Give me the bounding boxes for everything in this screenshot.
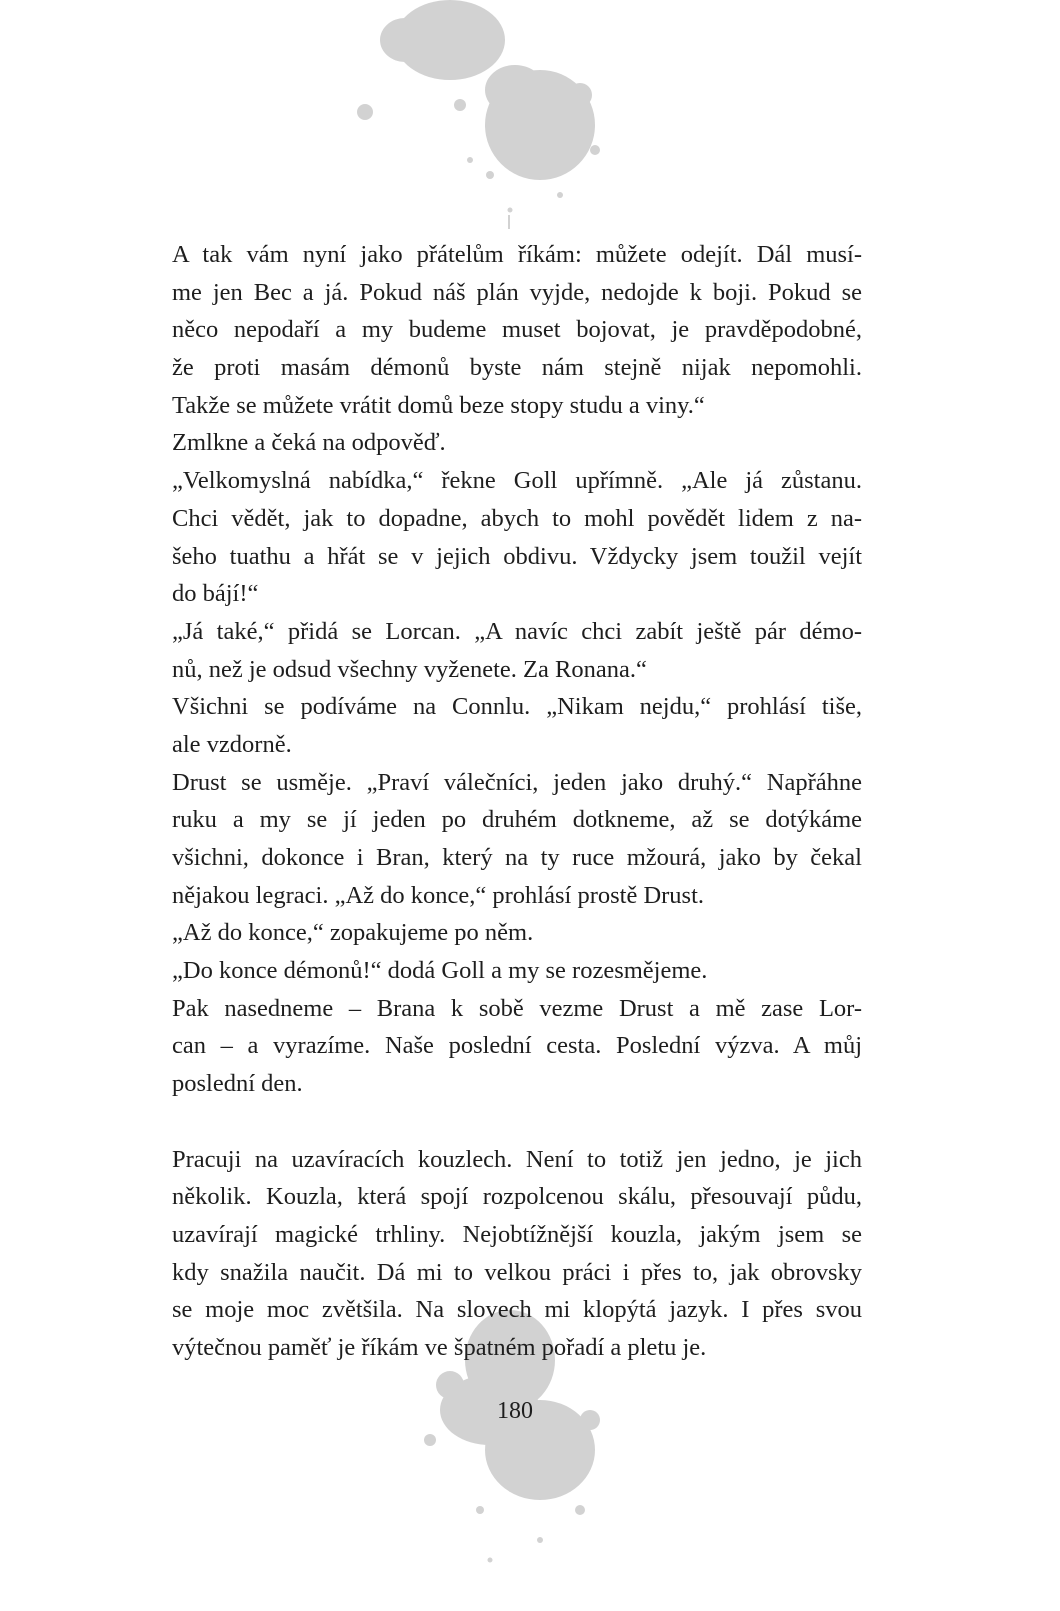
- text-line: „Až do konce,“ zopakujeme po něm.: [172, 919, 534, 947]
- text-line: ale vzdorně.: [172, 730, 292, 758]
- text-line: výtečnou paměť je říkám ve špatném pořadí a pletu je.: [172, 1333, 707, 1361]
- text-line: Takže se můžete vrátit domů beze stopy studu a viny.“: [172, 391, 705, 419]
- body-text: [172, 236, 862, 1367]
- text-line: poslední den.: [172, 1070, 303, 1098]
- text-line: do bájí!“: [172, 580, 259, 608]
- paragraph: [172, 688, 862, 763]
- text-line: „Velkomyslná nabídka,“ řekne Goll upřímně. „Ale já zůstanu.: [172, 467, 862, 495]
- text-line: že proti masám démonů byste nám stejně nijak nepomohli.: [172, 354, 862, 382]
- text-line: „Já také,“ přidá se Lorcan. „A navíc chci zabít ještě pár démo-: [172, 617, 862, 645]
- page-number: 180: [497, 1398, 533, 1424]
- paragraph: [172, 990, 862, 1103]
- text-line: „Do konce démonů!“ dodá Goll a my se rozesmějeme.: [172, 957, 708, 985]
- text-line: A tak vám nyní jako přátelům říkám: můžete odejít. Dál musí-: [172, 241, 862, 268]
- paragraph: [172, 613, 862, 688]
- paragraph: [172, 424, 862, 462]
- text-line: Všichni se podíváme na Connlu. „Nikam nejdu,“ prohlásí tiše,: [172, 693, 862, 721]
- text-line: uzavírají magické trhliny. Nejobtížnější kouzla, jakým jsem se: [172, 1220, 862, 1248]
- paragraph: [172, 914, 862, 952]
- text-line: něco nepodaří a my budeme muset bojovat, je pravděpodobné,: [172, 316, 862, 344]
- text-line: šeho tuathu a hřát se v jejich obdivu. Vždycky jsem toužil vejít: [172, 542, 862, 570]
- text-line: Zmlkne a čeká na odpověď.: [172, 429, 446, 457]
- text-line: me jen Bec a já. Pokud náš plán vyjde, nedojde k boji. Pokud se: [172, 278, 862, 306]
- text-line: can – a vyrazíme. Naše poslední cesta. Poslední výzva. A můj: [172, 1032, 862, 1060]
- text-line: ruku a my se jí jeden po druhém dotkneme, až se dotýkáme: [172, 806, 862, 834]
- section-break: [172, 1103, 862, 1141]
- paragraph: [172, 764, 862, 915]
- paragraph: [172, 952, 862, 990]
- text-line: se moje moc zvětšila. Na slovech mi klopýtá jazyk. I přes svou: [172, 1296, 862, 1324]
- text-line: Drust se usměje. „Praví válečníci, jeden jako druhý.“ Napřáhne: [172, 768, 862, 796]
- text-line: kdy snažila naučit. Dá mi to velkou práci i přes to, jak obrovsky: [172, 1258, 862, 1286]
- text-line: nějakou legraci. „Až do konce,“ prohlásí prostě Drust.: [172, 881, 705, 909]
- paragraph: [172, 236, 862, 424]
- ink-splatter-top-icon: [330, 0, 630, 240]
- text-line: Chci vědět, jak to dopadne, abych to mohl povědět lidem z na-: [172, 504, 862, 532]
- text-line: Pak nasedneme – Brana k sobě vezme Drust a mě zase Lor-: [172, 994, 862, 1022]
- text-line: nů, než je odsud všechny vyženete. Za Ronana.“: [172, 655, 647, 683]
- paragraph: [172, 1141, 862, 1367]
- paragraph: [172, 462, 862, 613]
- text-line: všichni, dokonce i Bran, který na ty ruce mžourá, jako by čekal: [172, 844, 862, 871]
- text-line: několik. Kouzla, která spojí rozpolcenou skálu, přesouvají půdu,: [172, 1183, 862, 1211]
- text-line: Pracuji na uzavíracích kouzlech. Není to totiž jen jedno, je jich: [172, 1145, 862, 1173]
